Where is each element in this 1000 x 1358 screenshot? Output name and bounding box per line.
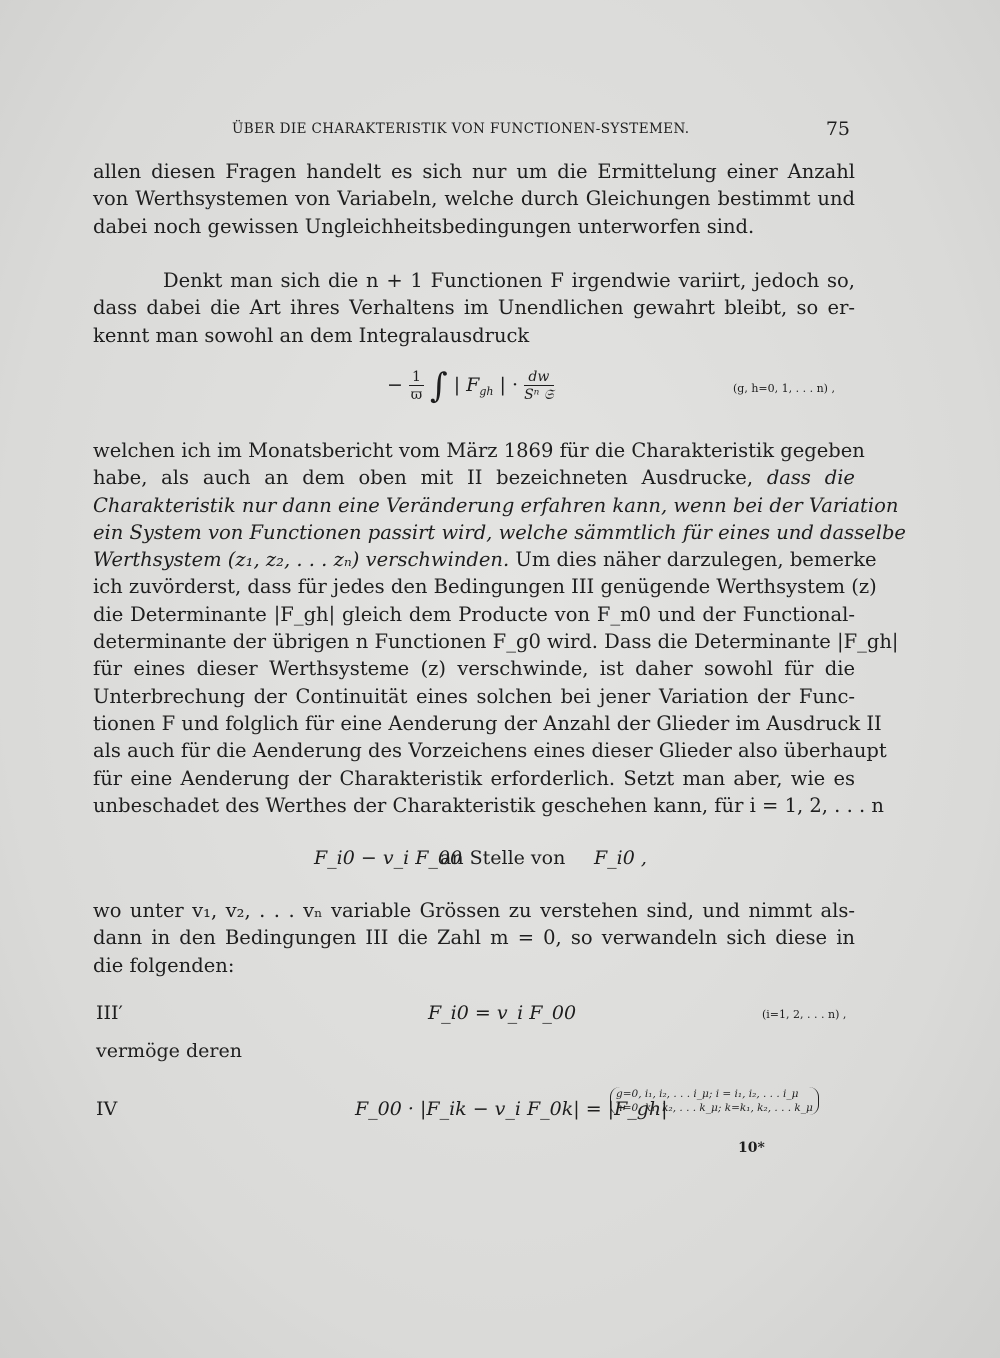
condition-line-2: h=0, k₁, k₂, . . . k_μ; k=k₁, k₂, . . . k_μ <box>616 1102 813 1114</box>
condition-line-1: g=0, i₁, i₂, . . . i_μ; i = i₁, i₂, . . . i_μ <box>616 1088 799 1100</box>
running-head: ÜBER DIE CHARAKTERISTIK VON FUNCTIONEN-SYSTEMEN. <box>232 121 690 137</box>
fraction-dw <box>524 369 554 404</box>
text-line: allen diesen Fragen handelt es sich nur um die Ermittelung einer Anzahl <box>93 160 855 183</box>
paragraph-1 <box>93 158 855 240</box>
paragraph-2 <box>93 267 855 349</box>
text-line <box>93 464 855 491</box>
condition-block <box>610 1087 819 1115</box>
italic-segment: Werthsystem (z₁, z₂, . . . zₙ) verschwinden. <box>93 548 510 572</box>
page-number: 75 <box>825 118 850 140</box>
italic-line: Charakteristik nur dann eine Veränderung erfahren kann, wenn bei der Variation <box>93 493 899 517</box>
fraction-numerator: 1 <box>409 369 424 386</box>
text-line: kennt man sowohl an dem Integralausdruck <box>93 323 530 347</box>
dot-operator: · <box>511 374 519 396</box>
text-line <box>93 546 877 573</box>
paragraph-3 <box>93 437 906 819</box>
text-line: die folgenden: <box>93 953 235 977</box>
text-line: unbeschadet des Werthes der Charakteristik geschehen kann, für i = 1, 2, . . . n <box>93 793 884 817</box>
text-line: von Werthsystemen von Variabeln, welche durch Gleichungen bestimmt und <box>93 187 855 211</box>
abs-subscript: gh <box>479 385 494 398</box>
substitution-formula-right: F_i0 , <box>594 847 647 869</box>
signature-mark: 10* <box>738 1140 765 1156</box>
text-line: dass dabei die Art ihres Verhaltens im Unendlichen gewahrt bleibt, so er- <box>93 296 855 320</box>
substitution-formula-left: F_i0 − v_i F_00 <box>314 847 463 869</box>
text-line: für eine Aenderung der Charakteristik erforderlich. Setzt man aber, wie es <box>93 766 855 790</box>
text-segment: habe, als auch an dem oben mit II bezeichneten Ausdrucke, <box>93 466 754 490</box>
text-line: welchen ich im Monatsbericht vom März 1869 für die Charakteristik gegeben <box>93 439 865 462</box>
formula-condition: (g, h=0, 1, . . . n) , <box>733 382 835 395</box>
italic-line: ein System von Functionen passirt wird, welche sämmtlich für eines und dasselbe <box>93 520 906 544</box>
text-line: Denkt man sich die n + 1 Functionen F irgendwie variirt, jedoch so, <box>163 269 855 292</box>
vermoege-text: vermöge deren <box>96 1040 242 1062</box>
fraction-numerator: dw <box>524 369 554 386</box>
integral-formula <box>387 366 554 406</box>
text-line: dabei noch gewissen Ungleichheitsbedingungen unterworfen sind. <box>93 214 755 238</box>
fraction-denominator: Sⁿ 𝔖 <box>524 386 554 403</box>
abs-F: | F <box>453 374 480 396</box>
text-line: als auch für die Aenderung des Vorzeichens eines dieser Glieder also überhaupt <box>93 739 887 763</box>
text-line: ich zuvörderst, dass für jedes den Bedingungen III genügende Werthsystem (z) <box>93 575 877 599</box>
minus-sign: − <box>387 374 403 396</box>
text-line: die Determinante |F_gh| gleich dem Producte von F_m0 und der Functional- <box>93 602 855 626</box>
text-line: Unterbrechung der Continuität eines solchen bei jener Variation der Func- <box>93 684 855 708</box>
text-segment: Um dies näher darzulegen, bemerke <box>515 548 877 572</box>
fraction-one-over-pi <box>409 369 424 404</box>
equation-label-III: III′ <box>96 1002 123 1024</box>
paragraph-4 <box>93 897 855 979</box>
integral-sign: ∫ <box>429 366 448 406</box>
italic-segment: dass die <box>766 466 855 490</box>
text-line: determinante der übrigen n Functionen F_g0 wird. Dass die Determinante |F_gh| <box>93 630 899 654</box>
text-line: tionen F und folglich für eine Aenderung der Anzahl der Glieder im Ausdruck II <box>93 711 882 735</box>
abs-determinant <box>454 374 506 396</box>
equation-III-condition: (i=1, 2, . . . n) , <box>762 1008 847 1021</box>
equation-IV-formula: F_00 · |F_ik − v_i F_0k| = |F_gh| <box>355 1098 668 1120</box>
substitution-formula-middle: an Stelle von <box>440 847 566 869</box>
abs-close: | <box>499 374 506 396</box>
text-line: dann in den Bedingungen III die Zahl m = 0, so verwandeln sich diese in <box>93 926 855 950</box>
equation-III-formula: F_i0 = v_i F_00 <box>428 1002 577 1024</box>
text-line: wo unter v₁, v₂, . . . vₙ variable Grössen zu verstehen sind, und nimmt als- <box>93 899 855 922</box>
fraction-denominator: ϖ <box>410 386 423 403</box>
text-line: für eines dieser Werthsysteme (z) verschwinde, ist daher sowohl für die <box>93 657 855 681</box>
equation-IV-condition <box>610 1087 819 1115</box>
equation-label-IV: IV <box>96 1098 118 1120</box>
